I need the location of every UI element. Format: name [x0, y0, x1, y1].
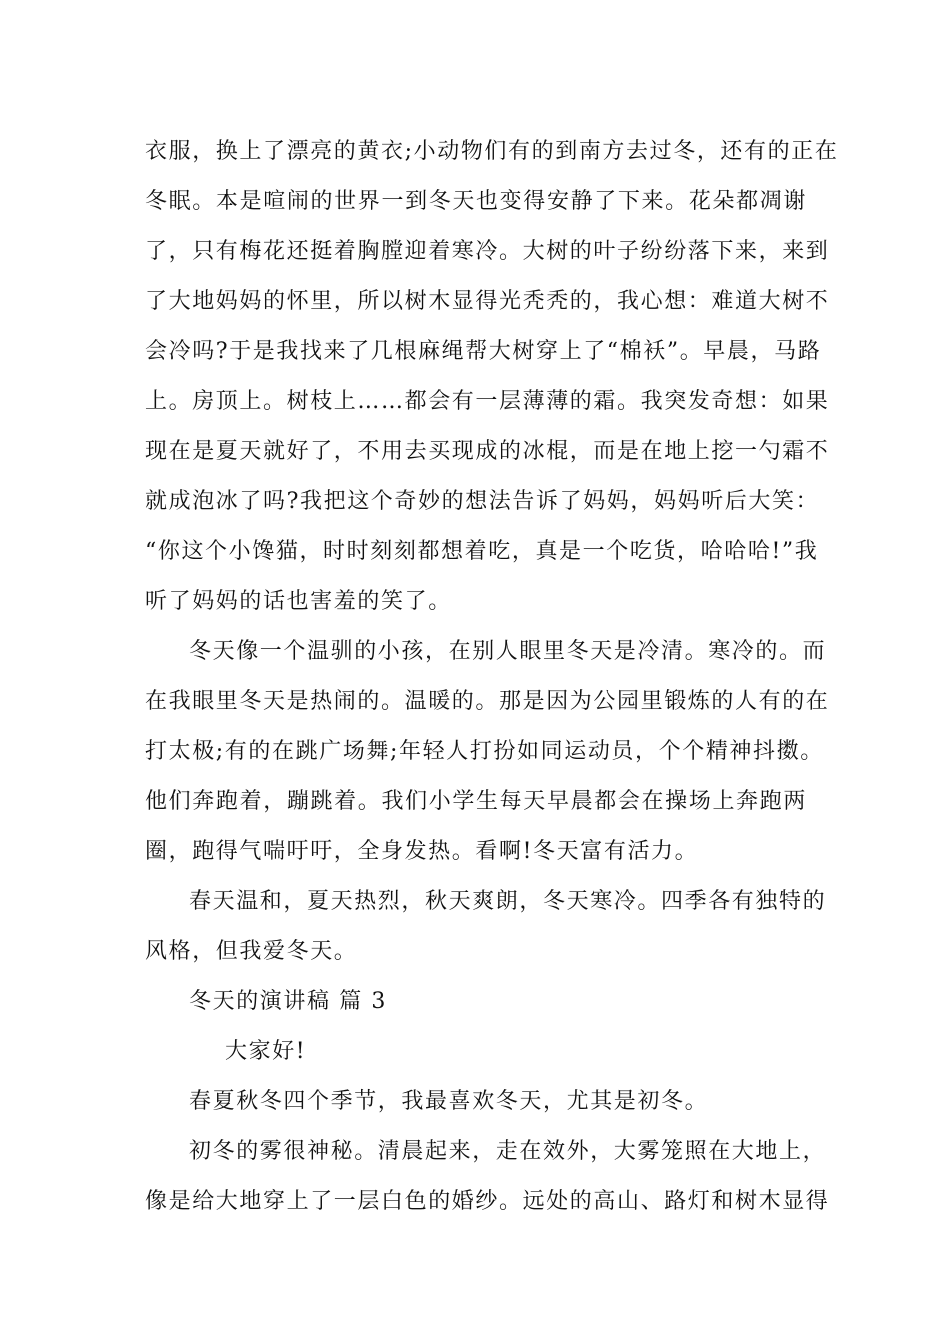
paragraph-line: 会冷吗?于是我找来了几根麻绳帮大树穿上了“棉袄”。早晨，马路 — [145, 339, 822, 364]
paragraph-line: “你这个小馋猫，时时刻刻都想着吃，真是一个吃货，哈哈哈!”我 — [145, 539, 819, 564]
paragraph-favorite-season — [145, 1077, 807, 1127]
paragraph-line: 了大地妈妈的怀里，所以树木显得光秃秃的，我心想：难道大树不 — [145, 289, 830, 314]
paragraph-line: 在我眼里冬天是热闹的。温暖的。那是因为公园里锻炼的人有的在 — [145, 689, 830, 714]
paragraph-line: 春夏秋冬四个季节，我最喜欢冬天，尤其是初冬。 — [189, 1089, 709, 1114]
paragraph-line: 冬眠。本是喧闹的世界一到冬天也变得安静了下来。花朵都凋谢 — [145, 189, 807, 214]
paragraph-winter-scene — [145, 127, 839, 627]
paragraph-line: 听了妈妈的话也害羞的笑了。 — [145, 589, 452, 614]
paragraph-line: 风格，但我爱冬天。 — [145, 939, 358, 964]
paragraph-line: 冬天像一个温驯的小孩，在别人眼里冬天是冷清。寒冷的。而 — [189, 639, 827, 664]
section-heading: 冬天的演讲稿 篇 3 — [189, 989, 387, 1014]
paragraph-line: 就成泡冰了吗?我把这个奇妙的想法告诉了妈妈，妈妈听后大笑： — [145, 489, 820, 514]
paragraph-line: 初冬的雾很神秘。清晨起来，走在效外，大雾笼照在大地上， — [189, 1139, 827, 1164]
paragraph-line: 像是给大地穿上了一层白色的婚纱。远处的高山、路灯和树木显得 — [145, 1189, 830, 1214]
paragraph-line: 现在是夏天就好了，不用去买现成的冰棍，而是在地上挖一勺霜不 — [145, 439, 830, 464]
paragraph-line: 打太极;有的在跳广场舞;年轻人打扮如同运动员，个个精神抖擞。 — [145, 739, 824, 764]
paragraph-early-winter-fog — [145, 1127, 830, 1227]
document-body — [145, 127, 839, 1227]
paragraph-line: 了，只有梅花还挺着胸膛迎着寒冷。大树的叶子纷纷落下来，来到 — [145, 239, 830, 264]
paragraph-lively-winter — [145, 627, 830, 877]
speech-greeting: 大家好! — [225, 1039, 307, 1064]
paragraph-line: 他们奔跑着，蹦跳着。我们小学生每天早晨都会在操场上奔跑两 — [145, 789, 807, 814]
paragraph-line: 上。房顶上。树枝上……都会有一层薄薄的霜。我突发奇想：如果 — [145, 389, 830, 414]
paragraph-line: 圈，跑得气喘吁吁，全身发热。看啊!冬天富有活力。 — [145, 839, 699, 864]
paragraph-four-seasons — [145, 877, 827, 977]
paragraph-line: 衣服，换上了漂亮的黄衣;小动物们有的到南方去过冬，还有的正在 — [145, 139, 839, 164]
paragraph-line: 春天温和，夏天热烈，秋天爽朗，冬天寒冷。四季各有独特的 — [189, 889, 827, 914]
